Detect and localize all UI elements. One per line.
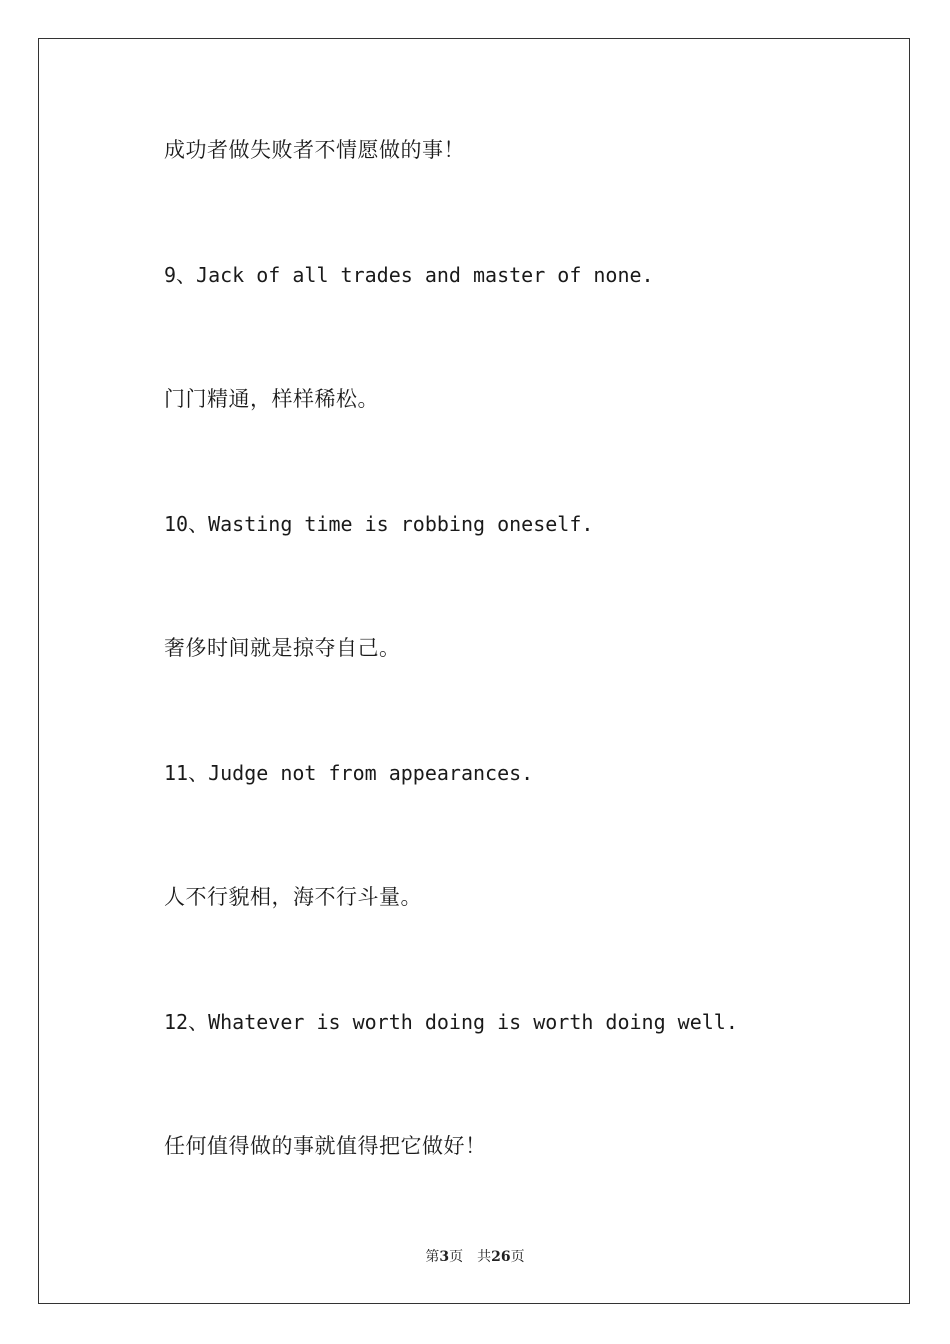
text-line-5: 奢侈时间就是掠夺自己。: [164, 636, 401, 660]
current-page-number: 3: [439, 1249, 450, 1265]
text-line-2: 9、Jack of all trades and master of none.: [164, 263, 654, 287]
text-line-7: 人不行貌相，海不行斗量。: [164, 885, 422, 909]
page-border: [38, 38, 910, 1304]
text-line-4: 10、Wasting time is robbing oneself.: [164, 512, 594, 536]
total-pages: 26: [491, 1249, 511, 1265]
text-line-1: 成功者做失败者不情愿做的事！: [164, 138, 465, 162]
page-prefix: 第: [425, 1249, 440, 1265]
text-line-9: 任何值得做的事就值得把它做好！: [164, 1134, 487, 1158]
text-line-3: 门门精通，样样稀松。: [164, 387, 379, 411]
total-suffix: 页: [510, 1249, 525, 1265]
total-prefix: 共: [477, 1249, 492, 1265]
page-suffix: 页: [449, 1249, 464, 1265]
page-footer: [0, 1248, 950, 1266]
text-line-6: 11、Judge not from appearances.: [164, 761, 534, 785]
text-line-8: 12、Whatever is worth doing is worth doing well.: [164, 1010, 738, 1034]
